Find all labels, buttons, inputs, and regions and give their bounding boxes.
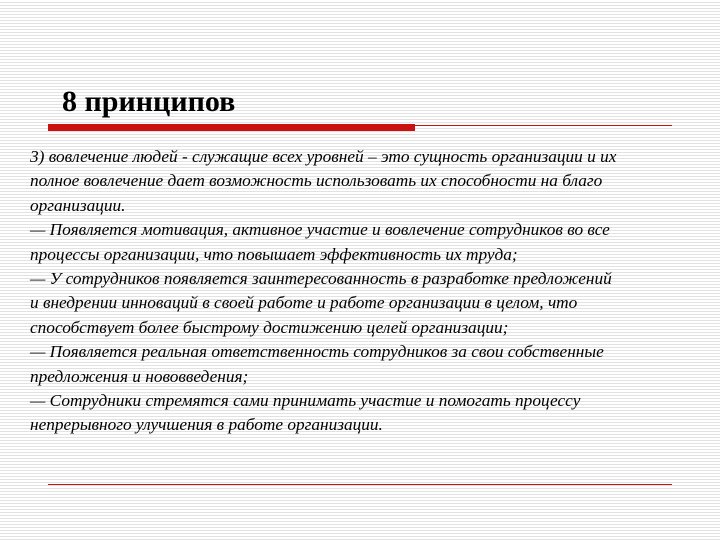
slide-title: 8 принципов xyxy=(62,85,236,118)
body-line: способствует более быстрому достижению целей организации; xyxy=(30,317,509,337)
body-line: полное вовлечение дает возможность использовать их способности на благо xyxy=(30,171,603,191)
title-underline xyxy=(48,124,672,131)
body-line: 3) вовлечение людей - служащие всех уровней – это сущность организации и их xyxy=(30,147,617,166)
body-line: — У сотрудников появляется заинтересованность в разработке предложений xyxy=(30,269,612,289)
body-line: организации. xyxy=(30,195,126,215)
body-line: и внедрении инноваций в своей работе и работе организации в целом, что xyxy=(30,293,578,313)
title-accent-bar xyxy=(48,124,415,131)
body-line: — Сотрудники стремятся сами принимать участие и помогать процессу xyxy=(30,391,581,411)
body-line: процессы организации, что повышает эффективность их труда; xyxy=(30,244,518,264)
title-accent-line xyxy=(415,125,672,126)
body-line: — Появляется мотивация, активное участие и вовлечение сотрудников во все xyxy=(30,220,610,240)
slide-body xyxy=(30,145,714,438)
footer-divider xyxy=(48,484,672,485)
body-line: — Появляется реальная ответственность сотрудников за свои собственные xyxy=(30,342,604,362)
body-line: предложения и нововведения; xyxy=(30,366,249,386)
body-line: непрерывного улучшения в работе организации. xyxy=(30,415,383,435)
